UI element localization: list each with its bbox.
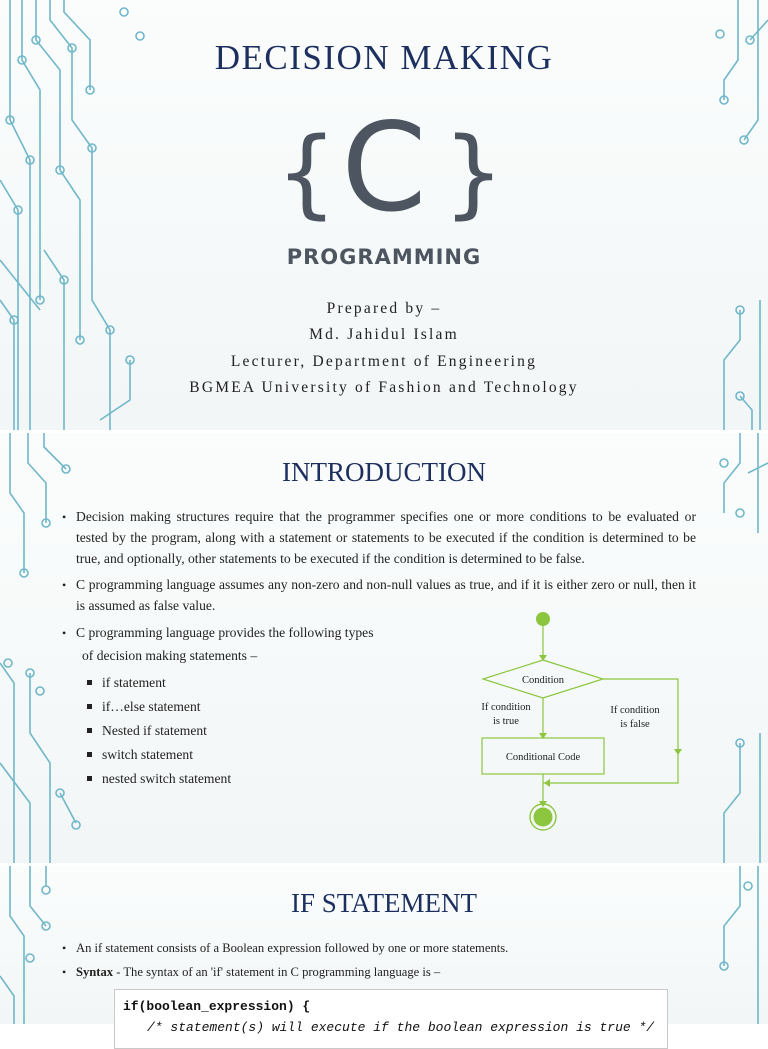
bullet-item: • C programming language assumes any non-zero and non-null values as true, and if it is either zero or null, then it is assumed as false value. (60, 575, 696, 617)
c-programming-logo (276, 88, 505, 270)
prepared-line: Lecturer, Department of Engineering (230, 352, 538, 370)
code-block (114, 989, 668, 1049)
flow-condition-label: Condition (521, 675, 565, 686)
page-title: DECISION MAKING (214, 38, 554, 77)
bullet-continuation: of decision making statements – (82, 647, 258, 663)
code-line: /* statement(s) will execute if the boolean expression is true */ (147, 1020, 655, 1035)
slide-if-statement (0, 866, 768, 1035)
flow-false-label: is false (620, 719, 650, 730)
logo-letter: C (341, 97, 427, 239)
list-item: nested switch statement (86, 767, 696, 791)
bullet-list (60, 938, 700, 986)
prepared-by-block (0, 296, 768, 401)
svg-text:}: } (443, 117, 505, 229)
flow-true-label: is true (493, 716, 519, 727)
slide-introduction (0, 433, 768, 863)
section-title: IF STATEMENT (290, 888, 478, 918)
decision-flowchart (460, 605, 700, 835)
list-item: Nested if statement (86, 719, 696, 743)
prepared-line: BGMEA University of Fashion and Technology (189, 378, 579, 396)
bullet-item: • Decision making structures require that the programmer specifies one or more conditions to be evaluated or tested by the program, along with a statement or statements to be executed if the condition is determined to be true, and optionally, other statements to be executed if the condition is determined to be false. (60, 507, 696, 569)
section-title: INTRODUCTION (282, 457, 486, 487)
prepared-line: Prepared by – (326, 300, 442, 317)
prepared-line: Md. Jahidul Islam (309, 326, 459, 344)
code-line: if(boolean_expression) { (123, 999, 311, 1014)
list-item: if statement (86, 671, 696, 695)
bullet-item: • C programming language provides the following types (60, 623, 416, 644)
flow-true-label: If condition (481, 702, 531, 713)
slide-title-page (0, 0, 768, 430)
bullet-item (60, 962, 700, 982)
logo-word: PROGRAMMING (286, 245, 482, 269)
list-item: if…else statement (86, 695, 696, 719)
bullet-item: • An if statement consists of a Boolean expression followed by one or more statements. (60, 938, 700, 958)
syntax-label: Syntax (76, 965, 114, 979)
svg-text:{: { (276, 117, 338, 229)
syntax-text: - The syntax of an 'if' statement in C programming language is – (113, 965, 441, 979)
list-item: switch statement (86, 743, 696, 767)
flow-false-label: If condition (610, 705, 660, 716)
flow-code-label: Conditional Code (505, 752, 581, 763)
